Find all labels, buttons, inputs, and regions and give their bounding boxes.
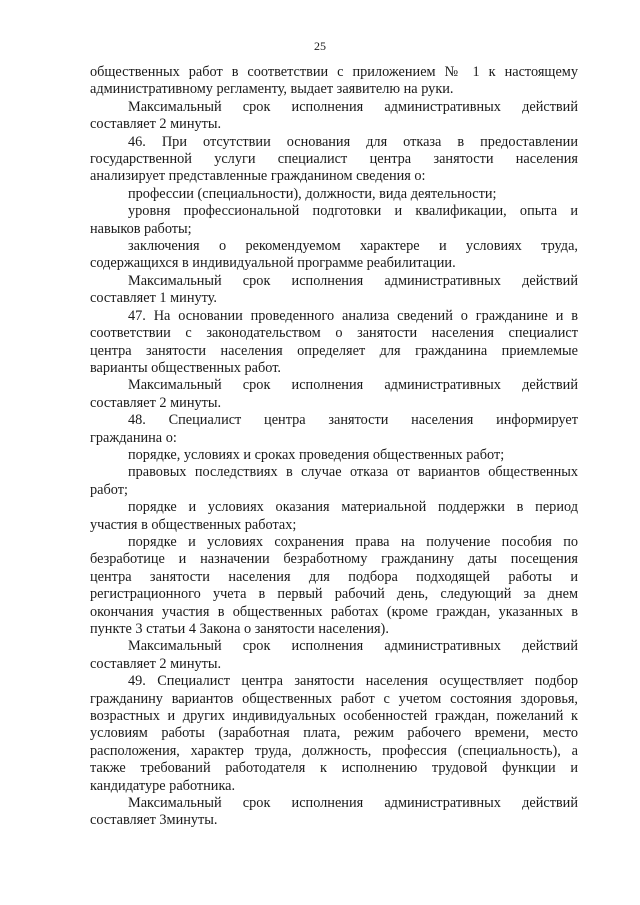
- text-line: 48. Специалист центра занятости населения информирует: [128, 412, 578, 429]
- text-line: условиям работы (заработная плата, режим рабочего времени, место: [90, 725, 578, 742]
- text-line: уровня профессиональной подготовки и квалификации, опыта и: [128, 203, 578, 220]
- text-line: центра занятости населения определяет для гражданина приемлемые: [90, 342, 578, 359]
- text-line: участия в общественных работах;: [90, 516, 297, 533]
- text-line: содержащихся в индивидуальной программе реабилитации.: [90, 255, 456, 272]
- text-line: общественных работ в соответствии с приложением № 1 к настоящему: [90, 64, 578, 80]
- text-line: центра занятости населения для подбора подходящей работы и: [90, 568, 578, 585]
- text-line: пункте 3 статьи 4 Закона о занятости населения).: [90, 621, 389, 637]
- text-line: варианты общественных работ.: [90, 359, 281, 376]
- text-line: составляет 1 минуту.: [90, 290, 217, 307]
- text-line: Максимальный срок исполнения административных действий: [128, 795, 578, 812]
- text-line: соответствии с законодательством о занятости населения специалист: [90, 325, 578, 342]
- text-line: составляет 3минуты.: [90, 812, 218, 829]
- text-line: составляет 2 минуты.: [90, 655, 222, 672]
- text-line: навыков работы;: [90, 220, 192, 237]
- text-line: составляет 2 минуты.: [90, 116, 222, 133]
- text-line: гражданину вариантов общественных работ с учетом состояния здоровья,: [90, 690, 578, 707]
- text-line: кандидатуре работника.: [90, 777, 236, 794]
- text-line: административному регламенту, выдает заявителю на руки.: [90, 81, 454, 98]
- text-line: регистрационного учета в первый рабочий день, следующий за днем: [90, 586, 578, 603]
- text-line: Максимальный срок исполнения административных действий: [128, 638, 578, 655]
- text-line: государственной услуги специалист центра занятости населения: [90, 151, 578, 168]
- text-line: порядке, условиях и сроках проведения общественных работ;: [128, 446, 505, 463]
- text-line: окончания участия в общественных работах (кроме граждан, указанных в: [90, 603, 578, 620]
- text-line: безработице и назначении безработному гражданину даты посещения: [90, 551, 578, 568]
- text-line: составляет 2 минуты.: [90, 394, 222, 411]
- text-line: гражданина о:: [90, 429, 177, 446]
- text-line: порядке и условиях оказания материальной поддержки в период: [128, 499, 578, 516]
- text-line: расположения, характер труда, должность, профессия (специальность), а: [90, 742, 578, 759]
- text-line: возрастных и других индивидуальных особенностей граждан, пожеланий к: [90, 708, 578, 725]
- text-line: Максимальный срок исполнения административных действий: [128, 377, 578, 394]
- text-line: Максимальный срок исполнения административных действий: [128, 98, 578, 115]
- text-line: заключения о рекомендуемом характере и условиях труда,: [128, 238, 578, 255]
- document-body: [90, 64, 578, 830]
- text-line: порядке и условиях сохранения права на получение пособия по: [128, 533, 578, 550]
- text-line: работ;: [90, 481, 128, 498]
- text-line: 47. На основании проведенного анализа сведений о гражданине и в: [128, 307, 578, 324]
- text-line: Максимальный срок исполнения административных действий: [128, 272, 578, 289]
- text-line: 49. Специалист центра занятости населения осуществляет подбор: [128, 673, 578, 690]
- text-line: 46. При отсутствии основания для отказа в предоставлении: [128, 133, 578, 150]
- text-line: анализирует представленные гражданином сведения о:: [90, 168, 426, 185]
- text-line: также требований работодателя к исполнению трудовой функции и: [90, 760, 578, 777]
- text-line: правовых последствиях в случае отказа от вариантов общественных: [128, 464, 578, 481]
- text-line: профессии (специальности), должности, вида деятельности;: [128, 185, 497, 202]
- page-number: 25: [314, 39, 326, 53]
